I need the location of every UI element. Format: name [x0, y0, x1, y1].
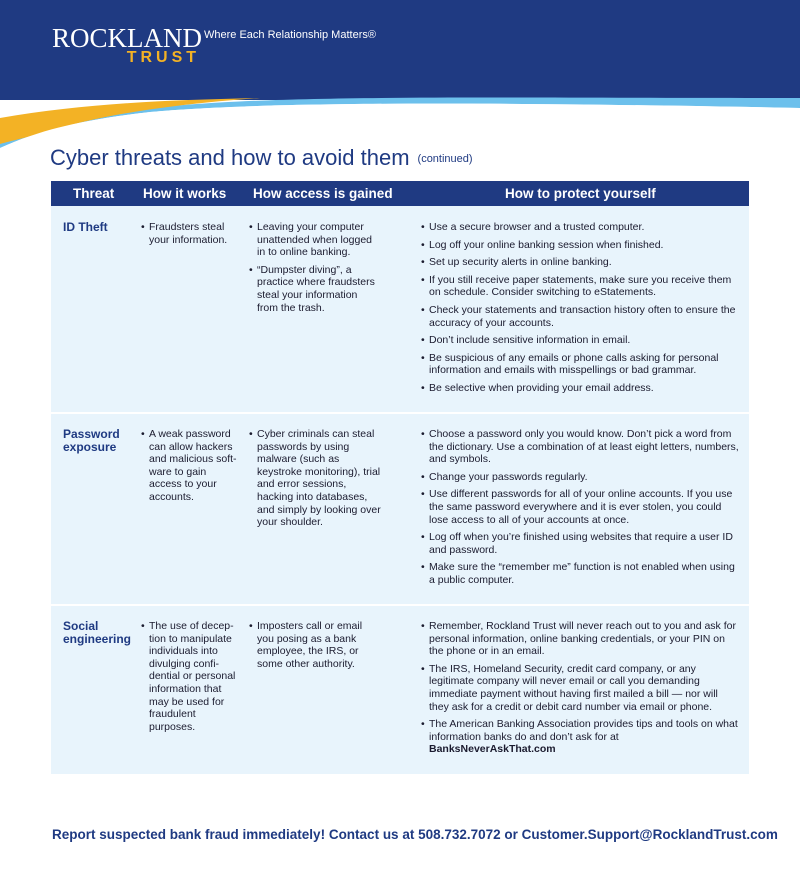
list-item: • Imposters call or email you posing as a bank employee, the IRS, or some other authority.	[249, 620, 381, 670]
threat-name: Social engineering	[63, 619, 132, 646]
how-to-protect-cell	[421, 428, 739, 592]
aba-tip-text: The American Banking Association provides tips and tools on what information banks do and don’t ask for at	[429, 718, 738, 743]
logo-wordmark-bottom: TRUST	[126, 49, 201, 66]
list-item: • Make sure the “remember me” function is not enabled when using a public computer.	[421, 561, 739, 586]
how-access-cell	[249, 620, 381, 675]
list-item: • Check your statements and transaction history often to ensure the accuracy of your accounts.	[421, 304, 739, 329]
page-title-text: Cyber threats and how to avoid them	[50, 145, 410, 170]
list-item: • Fraudsters steal your information.	[141, 221, 237, 246]
fraud-contact-footer: Report suspected bank fraud immediately! Contact us at 508.732.7072 or Customer.Support@RocklandTrust.com	[52, 827, 778, 842]
how-it-works-cell	[141, 620, 237, 738]
how-to-protect-cell	[421, 620, 739, 761]
how-access-cell	[249, 221, 381, 319]
tagline: Where Each Relationship Matters®	[204, 29, 376, 41]
list-item: • Be suspicious of any emails or phone calls asking for personal information and emails with misspellings or bad grammar.	[421, 352, 739, 377]
banks-never-ask-link[interactable]: BanksNeverAskThat.com	[429, 743, 556, 756]
header-banner	[0, 0, 800, 150]
header-how-to-protect: How to protect yourself	[505, 186, 656, 201]
list-item: • Log off when you’re finished using websites that require a user ID and password.	[421, 531, 739, 556]
table-row	[51, 414, 749, 604]
how-it-works-cell	[141, 428, 237, 509]
list-item: • Use different passwords for all of your online accounts. If you use the same password everywhere and it is ever stolen, you could lose access to all of your accounts at once.	[421, 488, 739, 526]
list-item: • Use a secure browser and a trusted computer.	[421, 221, 739, 234]
page-title	[50, 145, 473, 171]
list-item: • Don’t include sensitive information in email.	[421, 334, 739, 347]
list-item: • A weak password can allow hackers and malicious soft-ware to gain access to your accounts.	[141, 428, 237, 504]
list-item: • Set up security alerts in online banking.	[421, 256, 739, 269]
threats-table	[51, 181, 749, 776]
list-item: • Change your passwords regularly.	[421, 471, 739, 484]
list-item: • Be selective when providing your email address.	[421, 382, 739, 395]
list-item: • If you still receive paper statements, make sure you receive them on schedule. Consider switching to eStatements.	[421, 274, 739, 299]
header-how-it-works: How it works	[143, 186, 227, 201]
list-item: • Cyber criminals can steal passwords by using malware (such as keystroke monitoring), trial and error sessions, hacking into databases, and simply by looking over your shoulder.	[249, 428, 381, 529]
logo	[52, 24, 202, 66]
list-item: • The use of decep-tion to manipulate individuals into divulging confi-dential or personal information that may be used for fraudulent purposes.	[141, 620, 237, 733]
table-row	[51, 206, 749, 412]
list-item: • Leaving your computer unattended when logged in to online banking.	[249, 221, 381, 259]
how-to-protect-cell	[421, 221, 739, 400]
how-access-cell	[249, 428, 381, 534]
threat-name: Password exposure	[63, 427, 120, 454]
header-threat: Threat	[73, 186, 115, 201]
list-item: • “Dumpster diving”, a practice where fraudsters steal your information from the trash.	[249, 264, 381, 314]
table-row	[51, 606, 749, 774]
table-header	[51, 181, 749, 206]
threat-name: ID Theft	[63, 220, 108, 234]
list-item	[421, 718, 739, 756]
how-it-works-cell	[141, 221, 237, 251]
list-item: • The IRS, Homeland Security, credit card company, or any legitimate company will never email or call you demanding immediate payment without having first mailed a bill — nor will they ask for a credit or debit card number via email or phone.	[421, 663, 739, 713]
header-how-access: How access is gained	[253, 186, 393, 201]
list-item: • Choose a password only you would know. Don’t pick a word from the dictionary. Use a combination of at least eight letters, numbers, and symbols.	[421, 428, 739, 466]
page-title-suffix: (continued)	[417, 153, 473, 165]
logo-wordmark-top: ROCKLAND	[52, 23, 203, 53]
list-item: • Log off your online banking session when finished.	[421, 239, 739, 252]
list-item: • Remember, Rockland Trust will never reach out to you and ask for personal information, online banking credentials, or your PIN on the phone or in an email.	[421, 620, 739, 658]
